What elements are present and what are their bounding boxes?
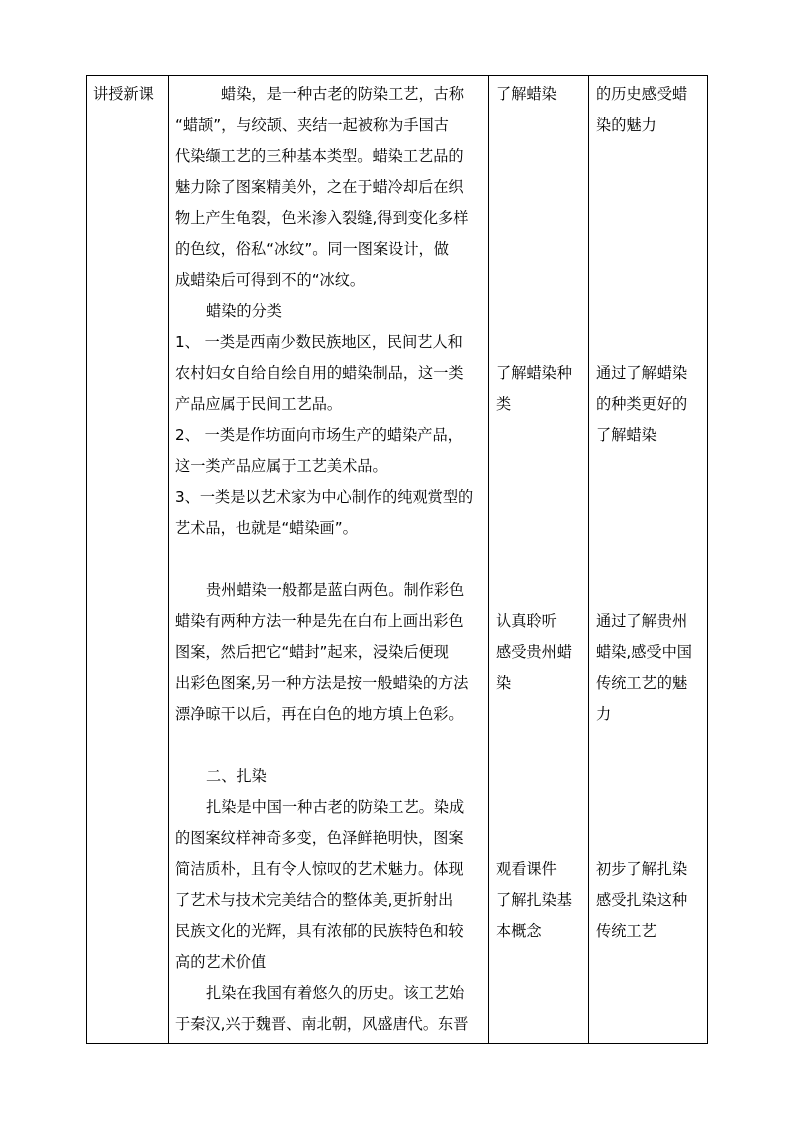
content-line: 物上产生龟裂，色米渗入裂缝,得到变化多样 [175, 209, 469, 227]
design-intent-line: 的种类更好的 [596, 395, 688, 413]
student-activity-block [496, 79, 586, 110]
design-intent-line: 传统工艺的魅 [596, 674, 688, 692]
content-line: 的图案纹样神奇多变，色泽鲜艳明快，图案 [175, 829, 464, 847]
content-line: 成蜡染后可得到不的“冰纹。 [175, 271, 366, 289]
section-heading: 蜡染的分类 [206, 302, 282, 320]
content-line: 民族文化的光辉，具有浓郁的民族特色和较 [175, 922, 464, 940]
content-line: 艺术品，也就是“蜡染画”。 [175, 519, 358, 537]
content-line: 农村妇女自给自绘自用的蜡染制品，这一类 [175, 364, 464, 382]
content-line: 产品应属于民间工艺品。 [175, 395, 343, 413]
student-activity-block [496, 606, 586, 699]
content-line: 图案，然后把它“蜡封”起来，浸染后便现 [175, 643, 449, 661]
student-activity-line: 认真聆听 [496, 612, 557, 630]
student-activity-line: 染 [496, 674, 512, 692]
student-activity-line: 了解蜡染种 [496, 364, 572, 382]
student-activity-line: 观看课件 [496, 860, 557, 878]
content-line: 3、一类是以艺术家为中心制作的纯观赏型的 [175, 488, 474, 506]
design-intent-block [596, 854, 708, 947]
design-intent-line: 染的魅力 [596, 116, 657, 134]
student-activity-block [496, 854, 586, 947]
phase-label: 讲授新课 [93, 85, 154, 103]
blank-line [175, 544, 487, 575]
content-line: 于秦汉,兴于魏晋、南北朝，风盛唐代。东晋 [175, 1015, 469, 1033]
table-row [87, 76, 708, 1044]
content-line: “蜡颉”，与绞颉、夹结一起被称为手国古 [175, 116, 449, 134]
content-line: 扎染是中国一种古老的防染工艺。染成 [206, 798, 465, 816]
student-activity-line: 了解蜡染 [496, 85, 557, 103]
design-intent-line: 传统工艺 [596, 922, 657, 940]
section-heading: 二、扎染 [206, 767, 267, 785]
phase-cell [87, 76, 169, 1044]
content-line: 贵州蜡染一般都是蓝白两色。制作彩色 [206, 581, 465, 599]
design-intent-line: 力 [596, 705, 612, 723]
design-intent-line: 通过了解贵州 [596, 612, 688, 630]
design-intent-line: 初步了解扎染 [596, 860, 688, 878]
content-line: 扎染在我国有着悠久的历史。该工艺始 [206, 984, 465, 1002]
content-line: 高的艺术价值 [175, 953, 267, 971]
content-cell [169, 76, 489, 1044]
content-line: 蜡染有两种方法一种是先在白布上画出彩色 [175, 612, 464, 630]
design-intent-block [596, 79, 708, 141]
design-intent-block [596, 358, 708, 451]
content-line: 魅力除了图案精美外，之在于蜡冷却后在织 [175, 178, 464, 196]
design-intent-line: 蜡染,感受中国 [596, 643, 692, 661]
content-line: 这一类产品应属于工艺美术品。 [175, 457, 388, 475]
student-activity-line: 本概念 [496, 922, 542, 940]
design-intent-line: 了解蜡染 [596, 426, 657, 444]
lesson-plan-table [86, 75, 708, 1044]
content-line: 蜡染，是一种古老的防染工艺，古称 [221, 85, 464, 103]
blank-line [175, 730, 487, 761]
content-line: 出彩色图案,另一种方法是按一般蜡染的方法 [175, 674, 469, 692]
content-line: 漂净晾干以后，再在白色的地方填上色彩。 [175, 705, 464, 723]
content-line: 简洁质朴，且有令人惊叹的艺术魅力。体现 [175, 860, 464, 878]
content-line: 1、 一类是西南少数民族地区，民间艺人和 [175, 333, 463, 351]
design-intent-block [596, 606, 708, 730]
content-line: 2、 一类是作坊面向市场生产的蜡染产品， [175, 426, 463, 444]
student-activity-cell [489, 76, 589, 1044]
student-activity-line: 感受贵州蜡 [496, 643, 572, 661]
content-line: 的色纹，俗私“冰纹”。同一图案设计，做 [175, 240, 449, 258]
design-intent-line: 通过了解蜡染 [596, 364, 688, 382]
design-intent-line: 的历史感受蜡 [596, 85, 688, 103]
student-activity-line: 了解扎染基 [496, 891, 572, 909]
student-activity-block [496, 358, 586, 420]
content-line: 了艺术与技术完美结合的整体美,更折射出 [175, 891, 454, 909]
teaching-content [175, 79, 487, 1040]
student-activity-line: 类 [496, 395, 512, 413]
design-intent-line: 感受扎染这种 [596, 891, 688, 909]
content-line: 代染缬工艺的三种基本类型。蜡染工艺品的 [175, 147, 464, 165]
design-intent-cell [589, 76, 708, 1044]
